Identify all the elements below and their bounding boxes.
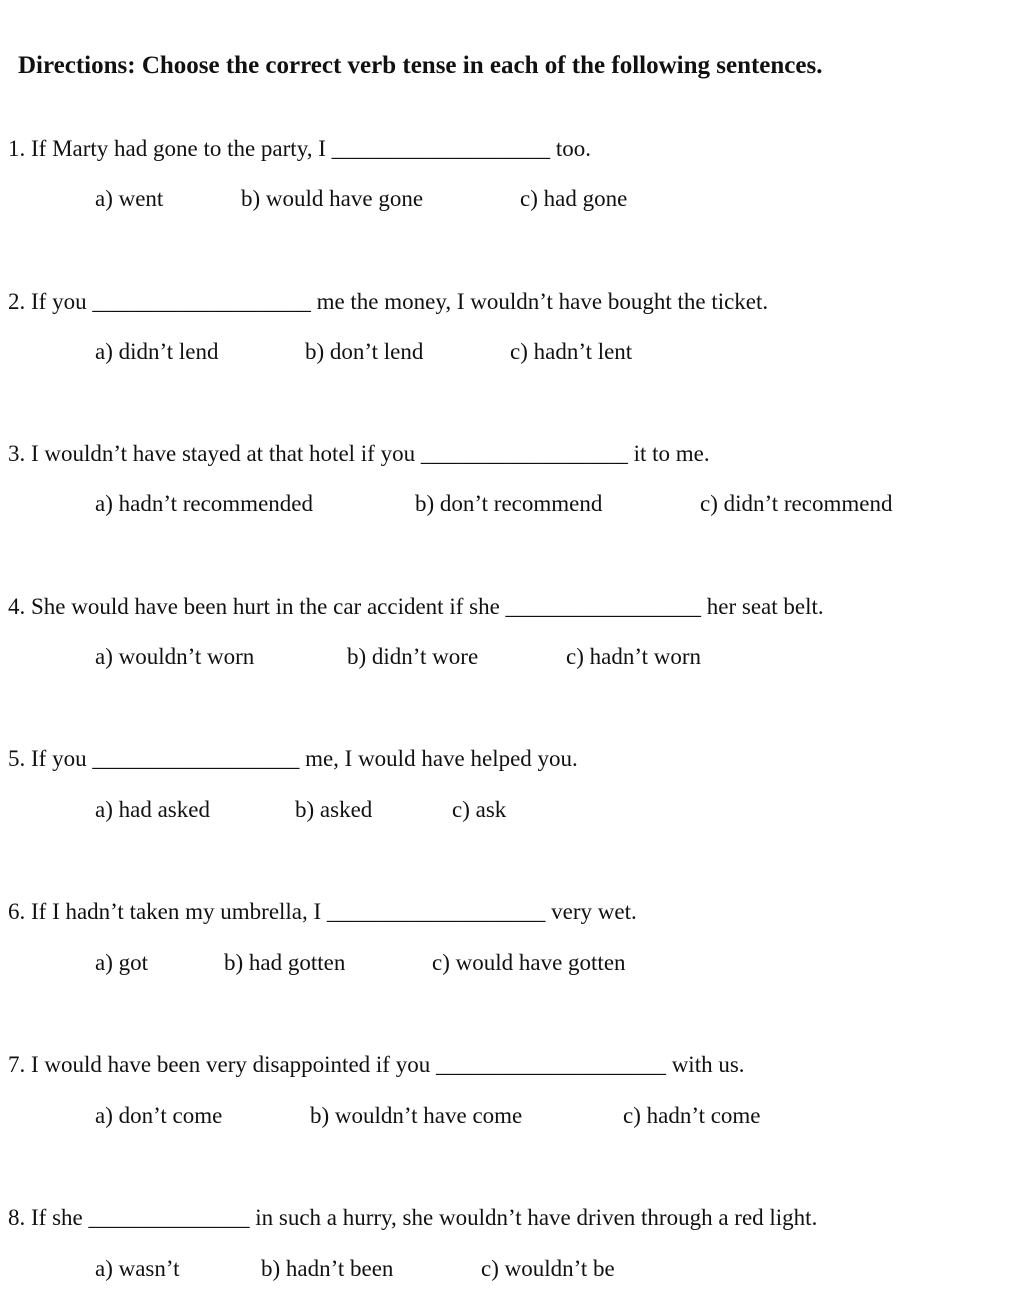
question-8: 8. If she ______________ in such a hurry, she wouldn’t have driven through a red light.: [8, 1205, 818, 1230]
options-5: [95, 797, 506, 823]
option-6a[interactable]: a) got: [95, 950, 149, 975]
option-5b[interactable]: b) asked: [295, 797, 373, 822]
option-6c[interactable]: c) would have gotten: [432, 950, 626, 975]
options-7: [95, 1103, 761, 1129]
option-2a[interactable]: a) didn’t lend: [95, 339, 219, 364]
options-3: [95, 491, 892, 517]
option-4b[interactable]: b) didn’t wore: [347, 644, 479, 669]
option-8a[interactable]: a) wasn’t: [95, 1256, 180, 1281]
question-6: 6. If I hadn’t taken my umbrella, I ___________________ very wet.: [8, 899, 637, 924]
options-6: [95, 950, 626, 976]
option-8b[interactable]: b) hadn’t been: [261, 1256, 394, 1281]
option-3b[interactable]: b) don’t recommend: [415, 491, 603, 516]
option-5a[interactable]: a) had asked: [95, 797, 210, 822]
option-7a[interactable]: a) don’t come: [95, 1103, 223, 1128]
question-7: 7. I would have been very disappointed if you ____________________ with us.: [8, 1052, 745, 1077]
options-4: [95, 644, 701, 670]
option-8c[interactable]: c) wouldn’t be: [481, 1256, 615, 1281]
option-1a[interactable]: a) went: [95, 186, 164, 211]
option-1b[interactable]: b) would have gone: [241, 186, 424, 211]
option-3c[interactable]: c) didn’t recommend: [700, 491, 893, 516]
option-5c[interactable]: c) ask: [452, 797, 507, 822]
option-2b[interactable]: b) don’t lend: [305, 339, 424, 364]
question-3: 3. I wouldn’t have stayed at that hotel if you __________________ it to me.: [8, 441, 710, 466]
option-2c[interactable]: c) hadn’t lent: [510, 339, 633, 364]
question-1: 1. If Marty had gone to the party, I ___________________ too.: [8, 136, 591, 161]
options-8: [95, 1256, 615, 1282]
question-5: 5. If you __________________ me, I would have helped you.: [8, 746, 578, 771]
option-1c[interactable]: c) had gone: [520, 186, 628, 211]
option-6b[interactable]: b) had gotten: [224, 950, 346, 975]
question-4: 4. She would have been hurt in the car accident if she _________________ her seat belt.: [8, 594, 824, 619]
option-3a[interactable]: a) hadn’t recommended: [95, 491, 313, 516]
options-1: [95, 186, 627, 212]
option-4c[interactable]: c) hadn’t worn: [566, 644, 701, 669]
option-7b[interactable]: b) wouldn’t have come: [310, 1103, 523, 1128]
option-7c[interactable]: c) hadn’t come: [623, 1103, 761, 1128]
option-4a[interactable]: a) wouldn’t worn: [95, 644, 255, 669]
directions-heading: Directions: Choose the correct verb tense in each of the following sentences.: [18, 52, 823, 79]
question-2: 2. If you ___________________ me the money, I wouldn’t have bought the ticket.: [8, 289, 769, 314]
options-2: [95, 339, 632, 365]
